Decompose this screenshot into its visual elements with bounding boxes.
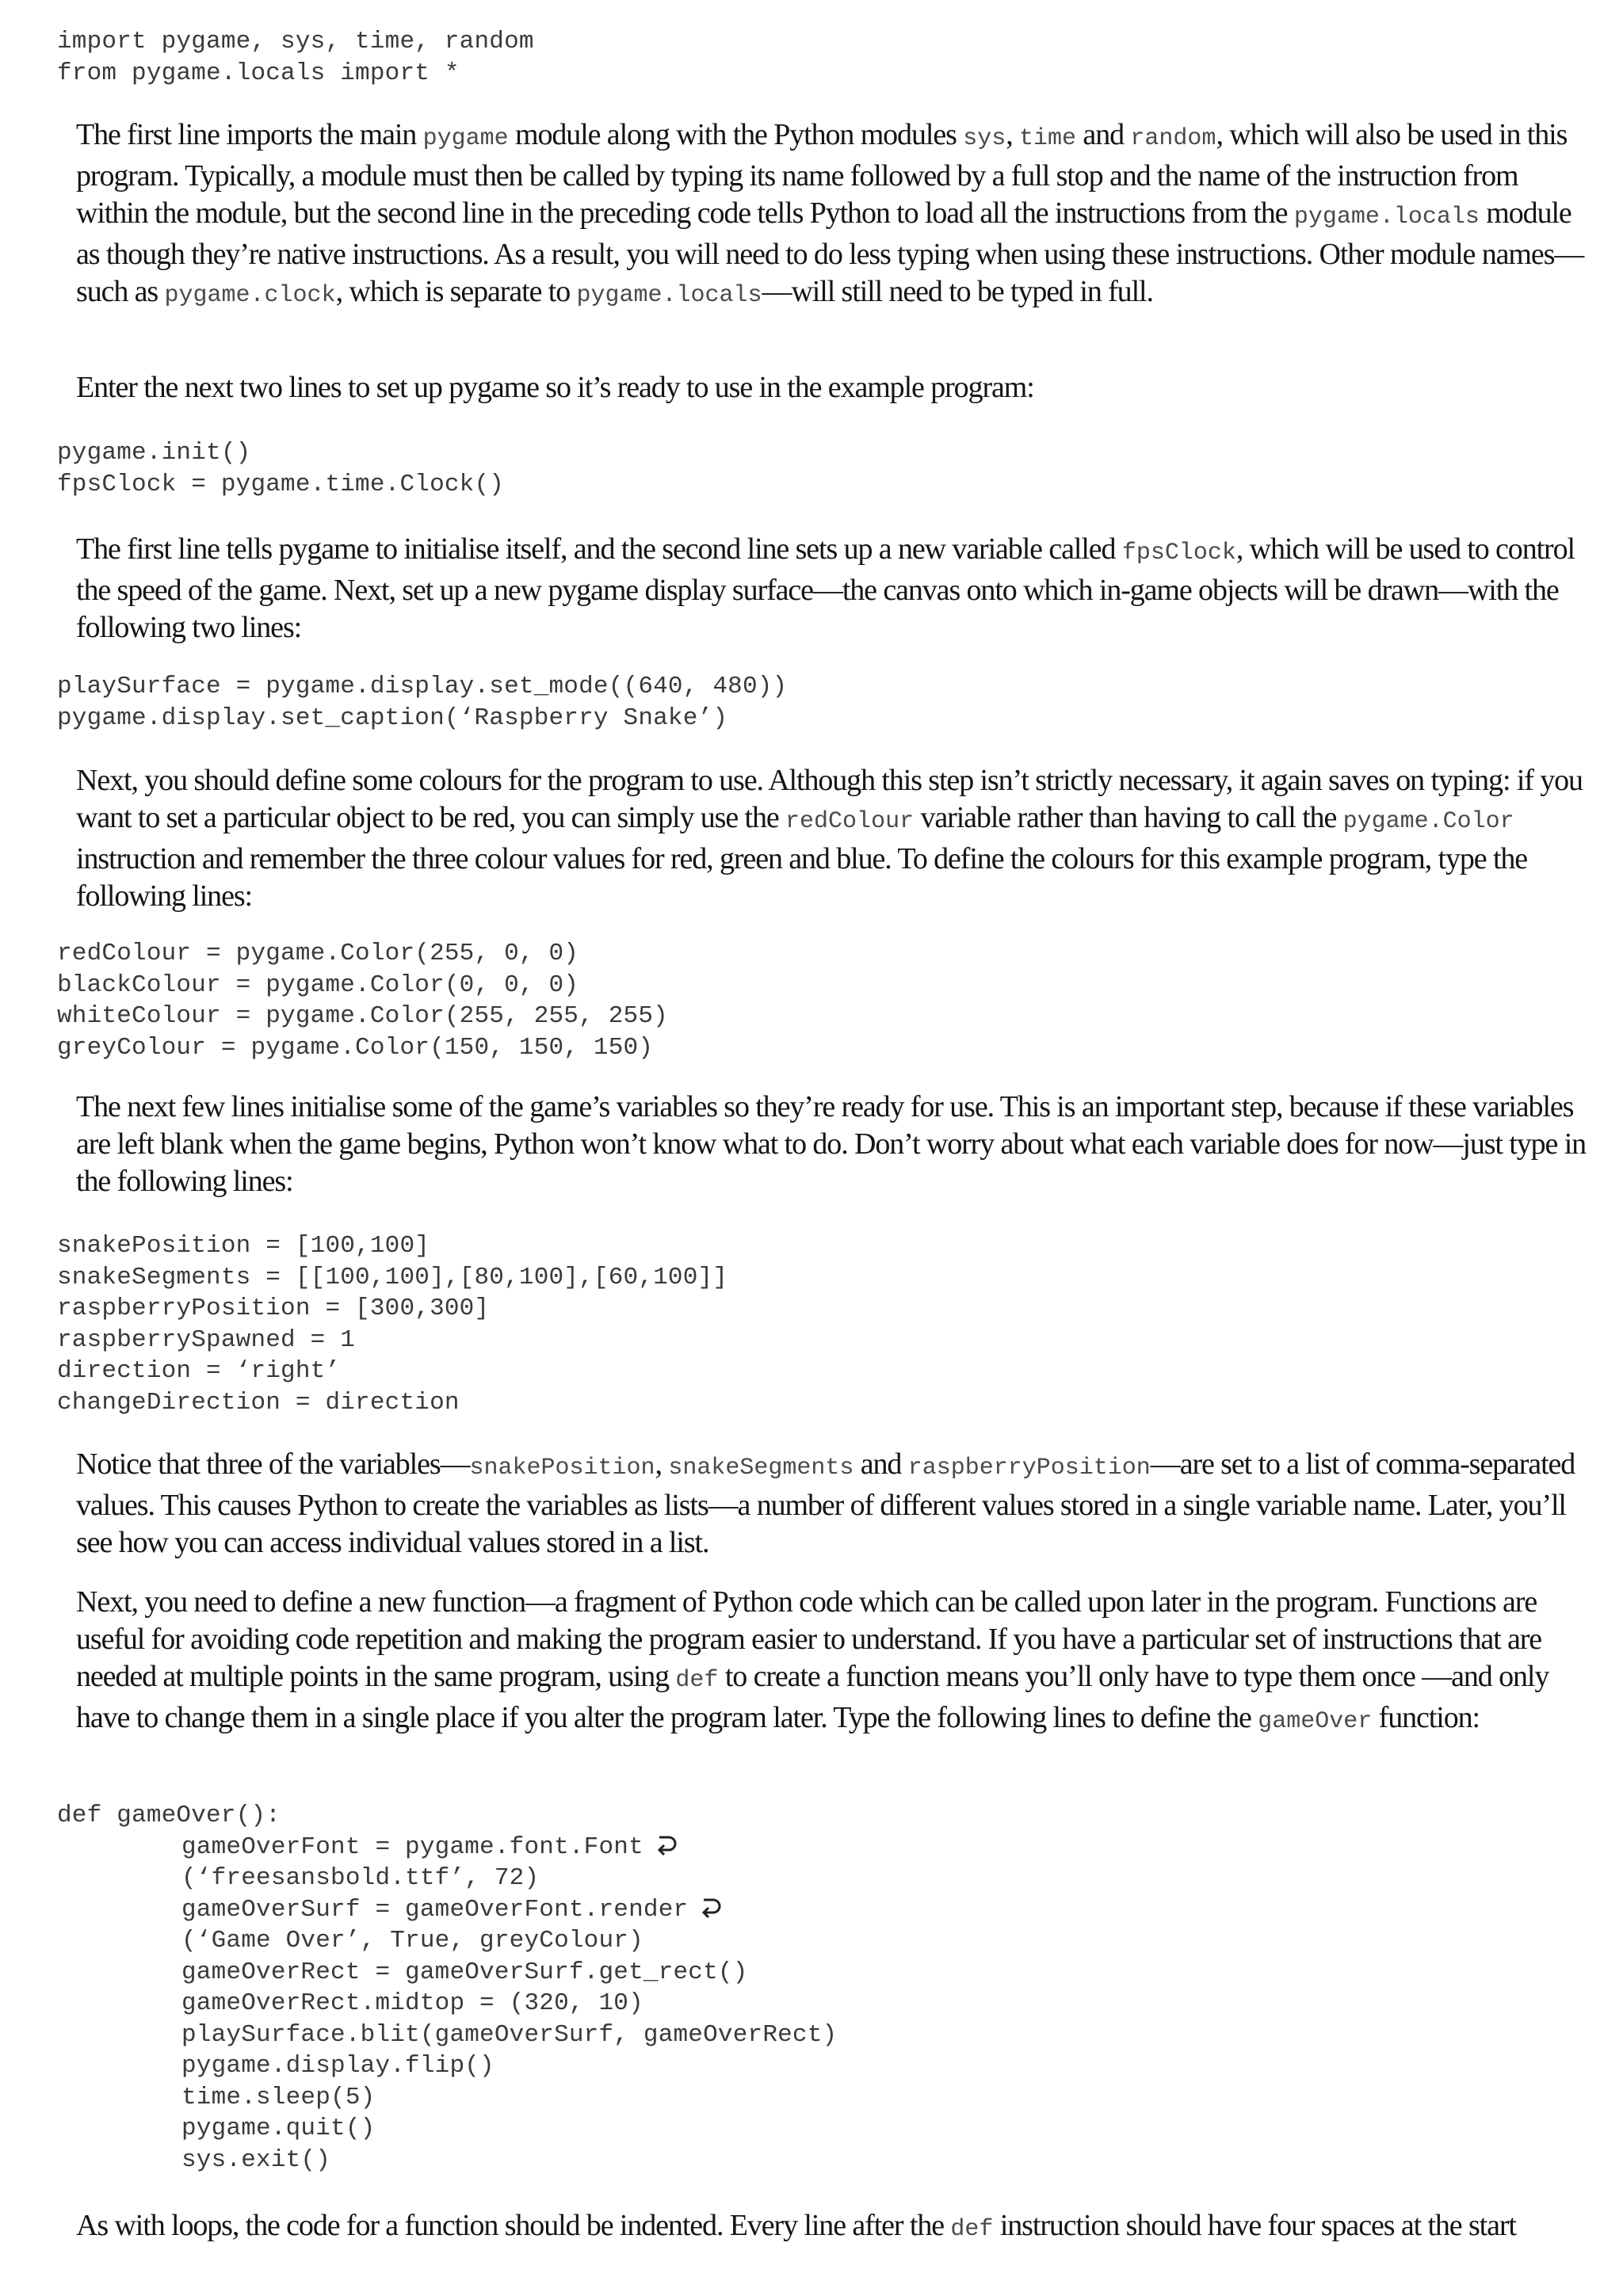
paragraph-function-intro <box>76 1584 1587 1741</box>
code-line: raspberrySpawned = 1 <box>57 1325 356 1354</box>
text-run: As with loops, the code for a function should be indented. Every line after the <box>76 2209 951 2242</box>
code-block-display <box>57 671 787 734</box>
code-line: fpsClock = pygame.time.Clock() <box>57 470 505 498</box>
paragraph-indentation-note <box>76 2207 1587 2248</box>
code-line: (‘Game Over’, True, greyColour) <box>181 1927 643 1955</box>
code-block-colours <box>57 938 668 1063</box>
inline-code: pygame.locals <box>576 282 762 309</box>
inline-code: snakePosition <box>469 1455 655 1482</box>
code-block-init <box>57 437 504 500</box>
text-run: variable rather than having to call the <box>914 801 1343 834</box>
inline-code: random <box>1130 125 1216 152</box>
code-line: def gameOver(): <box>57 1802 281 1829</box>
inline-code: redColour <box>785 808 915 835</box>
code-line: playSurface = pygame.display.set_mode((640, 480)) <box>57 673 788 700</box>
text-run: Enter the next two lines to set up pygame so it’s ready to use in the example program: <box>76 371 1034 404</box>
paragraph-variables-intro <box>76 1089 1587 1200</box>
text-run: and <box>854 1447 908 1481</box>
text-run: , <box>1006 118 1020 151</box>
code-line: greyColour = pygame.Color(150, 150, 150) <box>57 1033 654 1062</box>
code-line: pygame.display.flip() <box>181 2052 495 2080</box>
text-run: Notice that three of the variables— <box>76 1447 470 1481</box>
text-run: The next few lines initialise some of the game’s variables so they’re ready for use. This is an important step, because if these variables are left blank when the game begins, Python won’t know what to do. Don’t worry about what each variable does for now—just type in the following lines: <box>76 1090 1587 1198</box>
text-run: and <box>1076 118 1131 151</box>
inline-code: gameOver <box>1258 1708 1373 1735</box>
code-line: direction = ‘right’ <box>57 1357 341 1385</box>
text-run: Next, you need to define a new function—a fragment of Python code which can be called upon later in the program. Functions are useful for avoiding code repetition and making the program easier to understand. If you have a particular set of instructions that are needed at multiple points in the same program, using <box>76 1585 1542 1693</box>
code-line: gameOverRect = gameOverSurf.get_rect() <box>181 1958 748 1986</box>
paragraph-setup-intro <box>76 369 1587 406</box>
text-run: , which will be used to control the speed of the game. Next, set up a new pygame display surface—the canvas onto which in-game objects will be drawn—with the following two lines: <box>76 532 1575 644</box>
inline-code: snakeSegments <box>668 1455 854 1482</box>
inline-code: fpsClock <box>1121 540 1236 566</box>
text-run: —will still need to be typed in full. <box>762 275 1153 308</box>
paragraph-colours-explanation <box>76 762 1587 915</box>
inline-code: pygame.clock <box>164 282 336 309</box>
code-line: time.sleep(5) <box>181 2083 376 2111</box>
text-run: —are set to a list of comma-separated values. This causes Python to create the variables as lists—a number of different values stored in a single variable name. Later, you’ll see how you can access individual values stored in a list. <box>76 1447 1575 1559</box>
line-continuation-icon <box>699 1895 723 1919</box>
code-line: whiteColour = pygame.Color(255, 255, 255) <box>57 1002 668 1030</box>
code-line: snakeSegments = [[100,100],[80,100],[60,100]] <box>57 1263 728 1291</box>
text-run: The first line imports the main <box>76 118 423 151</box>
code-line: pygame.init() <box>57 439 251 467</box>
paragraph-lists-explanation <box>76 1446 1587 1562</box>
code-line: import pygame, sys, time, random <box>57 28 534 55</box>
line-continuation-icon <box>655 1833 678 1856</box>
text-run: instruction and remember the three colour values for red, green and blue. To define the colours for this example program, type the following lines: <box>76 842 1528 913</box>
code-line: (‘freesansbold.ttf’, 72) <box>181 1864 540 1892</box>
code-line: snakePosition = [100,100] <box>57 1232 430 1260</box>
code-line: gameOverRect.midtop = (320, 10) <box>181 1989 643 2017</box>
text-run: , which is separate to <box>335 275 577 308</box>
inline-code: def <box>950 2216 994 2243</box>
code-line: raspberryPosition = [300,300] <box>57 1295 490 1322</box>
text-run: The first line tells pygame to initialise itself, and the second line sets up a new variable called <box>76 532 1122 566</box>
text-run: module as though they’re native instructions. As a result, you will need to do less typing when using these instructions. Other module names—such as <box>76 196 1584 308</box>
code-line: changeDirection = direction <box>57 1388 460 1417</box>
code-line: redColour = pygame.Color(255, 0, 0) <box>57 940 579 967</box>
code-line: pygame.quit() <box>181 2115 376 2142</box>
code-line: from pygame.locals import * <box>57 59 460 87</box>
text-run: function: <box>1372 1701 1480 1734</box>
code-line: pygame.display.set_caption(‘Raspberry Snake’) <box>57 704 728 732</box>
text-run: , which will also be used in this program. Typically, a module must then be called by typing its name followed by a full stop and the name of the instruction from within the module, but the second line in the preceding code tells Python to load all the instructions from the <box>76 118 1568 230</box>
code-block-variables <box>57 1230 727 1418</box>
inline-code: time <box>1019 125 1077 152</box>
inline-code: pygame.Color <box>1342 808 1514 835</box>
code-line: gameOverSurf = gameOverFont.render <box>57 1894 837 1926</box>
inline-code: def <box>675 1667 719 1694</box>
inline-code: sys <box>963 125 1006 152</box>
text-run: instruction should have four spaces at the start <box>993 2209 1516 2242</box>
code-line: blackColour = pygame.Color(0, 0, 0) <box>57 971 579 999</box>
inline-code: pygame.locals <box>1293 204 1480 231</box>
inline-code: pygame <box>422 125 509 152</box>
code-line: sys.exit() <box>181 2145 331 2174</box>
code-block-imports <box>57 26 534 89</box>
text-run: , <box>655 1447 669 1481</box>
text-run: Next, you should define some colours for the program to use. Although this step isn’t strictly necessary, it again saves on typing: if you want to set a particular object to be red, you can simply use the <box>76 764 1583 834</box>
text-run: module along with the Python modules <box>508 118 964 151</box>
paragraph-init-explanation <box>76 531 1587 646</box>
code-block-gameover-function <box>57 1800 837 2176</box>
paragraph-imports-explanation <box>76 116 1587 315</box>
code-line: playSurface.blit(gameOverSurf, gameOverRect) <box>181 2020 838 2049</box>
code-line: gameOverFont = pygame.font.Font <box>57 1832 837 1863</box>
inline-code: raspberryPosition <box>907 1455 1151 1482</box>
text-run: to create a function means you’ll only have to type them once —and only have to change them in a single place if you alter the program later. Type the following lines to define the <box>76 1660 1549 1734</box>
